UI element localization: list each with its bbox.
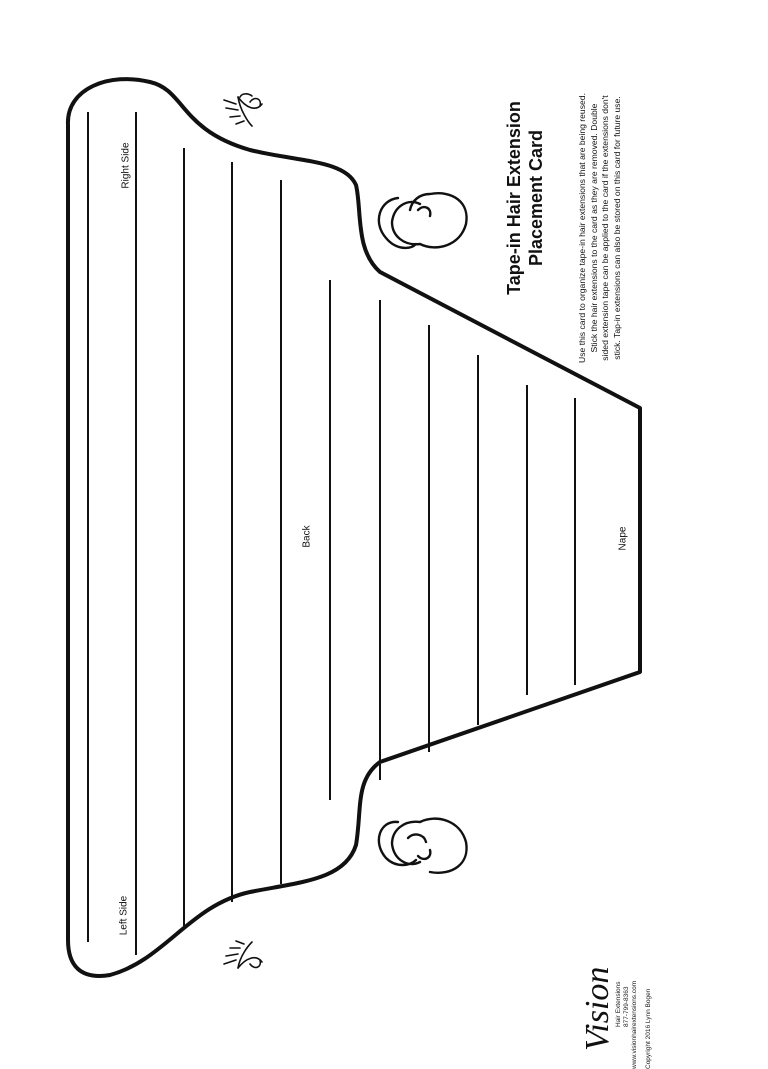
section-lines — [88, 112, 575, 955]
card-title — [503, 68, 547, 328]
ear-icon-top — [379, 193, 467, 248]
brand-phone: 877-799-8363 — [623, 986, 630, 1027]
brand-copyright: Copyright 2016 Lynn Bogen — [645, 988, 652, 1069]
ear-icon-bottom — [379, 819, 467, 873]
card-description: Use this card to organize tape-in hair extensions that are being reused. Stick the hair extensions to the card as they are removed. Double sided extension tape can be applied to the card if the extensions don't stick. Tap-in extensions can also be stored on this card for future use. — [577, 93, 622, 363]
back-label: Back — [301, 525, 313, 548]
card-title-line1: Tape-in Hair Extension — [504, 101, 524, 295]
nape-label: Nape — [617, 526, 629, 551]
brand-block — [581, 899, 673, 1069]
right-side-label: Right Side — [120, 142, 132, 189]
brand-logo: Vision — [579, 966, 616, 1051]
card-title-line2: Placement Card — [526, 129, 546, 267]
eye-icon-bottom — [224, 941, 262, 968]
brand-tagline: Hair Extensions — [615, 981, 622, 1027]
head-outline — [68, 79, 640, 976]
eye-icon-top — [224, 94, 262, 126]
left-side-label: Left Side — [118, 895, 130, 936]
brand-website: www.visionhairextensions.com — [631, 980, 638, 1069]
